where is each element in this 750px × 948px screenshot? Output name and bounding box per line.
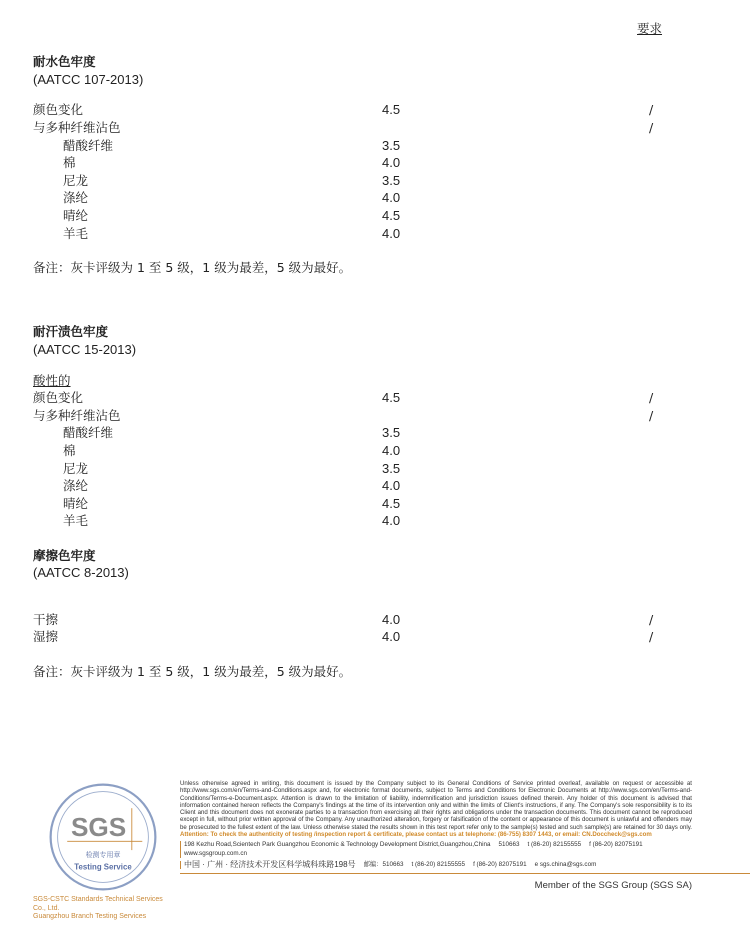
fiber-value: 4.0 (382, 155, 401, 170)
company-block (33, 896, 173, 922)
fax: f (86-20) 82075191 (473, 861, 527, 869)
row-requirement: / (649, 612, 654, 627)
fiber-value: 4.5 (382, 208, 401, 223)
footer-rule (180, 873, 750, 874)
section-title-perspiration: 耐汗渍色牢度 (33, 324, 109, 339)
row-value: 4.0 (382, 612, 401, 627)
fiber-label: 涤纶 (63, 478, 89, 493)
seal-logo: SGS (70, 812, 127, 843)
standard-rubbing: (AATCC 8-2013) (33, 565, 129, 580)
row-label: 与多种纤维沾色 (33, 120, 121, 135)
sgs-seal-stamp (48, 782, 158, 892)
company-branch-en: Guangzhou Branch Testing Services (33, 913, 147, 920)
legal-text: Unless otherwise agreed in writing, this document is issued by the Company subject to its General Conditions of Service printed overleaf, available on request or accessible at http://www.sgs.com/en/Terms-and-Conditions.aspx and, for electronic format documents, subject to Terms and Conditions for Electronic Documents at http://www.sgs.com/en/Terms-and-Conditions/Terms-e-Document.aspx. Attention is drawn to the limitation of liability, indemnification and jurisdiction issues defined therein. Any holder of this document is advised that information contained hereon reflects the Company's findings at the time of its intervention only and within the limits of Client's instructions, if any. The Company's sole responsibility is to its Client and this document does not exonerate parties to a transaction from exercising all their rights and obligations under the transaction documents. This document cannot be reproduced except in full, without prior written approval of the Company. Any unauthorized alteration, forgery or falsification of the content or appearance of this document is unlawful and offenders may be prosecuted to the fullest extent of the law. Unless otherwise stated the results shown in this test report refer only to the sample(s) tested and such sample(s) are retained for 30 days only. (180, 780, 692, 831)
note: 备注：灰卡评级为 1 至 5 级，1 级为最差，5 级为最好。 (33, 260, 352, 275)
row-label: 与多种纤维沾色 (33, 408, 121, 423)
legal-disclaimer (180, 780, 692, 838)
fiber-label: 晴纶 (63, 208, 89, 223)
row-requirement: / (649, 629, 654, 644)
fiber-label: 羊毛 (63, 513, 89, 528)
website: www.sgsgroup.com.cn (184, 850, 247, 858)
fiber-label: 晴纶 (63, 496, 89, 511)
row-label: 颜色变化 (33, 102, 84, 117)
member-statement: Member of the SGS Group (SGS SA) (534, 880, 692, 892)
footer (180, 780, 720, 891)
address-en: 198 Kezhu Road,Scientech Park Guangzhou Economic & Technology Development District,Guangzhou,China (184, 841, 491, 849)
fiber-label: 醋酸纤维 (63, 138, 114, 153)
fiber-label: 棉 (63, 443, 76, 458)
row-label: 颜色变化 (33, 390, 84, 405)
standard-water: (AATCC 107-2013) (33, 72, 144, 87)
section-title-rubbing: 摩擦色牢度 (33, 548, 96, 563)
subheading-acid: 酸性的 (33, 373, 71, 388)
fiber-label: 醋酸纤维 (63, 425, 114, 440)
fiber-value: 3.5 (382, 461, 401, 476)
fiber-label: 尼龙 (63, 173, 89, 188)
company-name-en: SGS-CSTC Standards Technical Services Co., Ltd. (33, 896, 163, 912)
telephone: t (86-20) 82155555 (527, 841, 582, 849)
row-value: 4.0 (382, 629, 401, 644)
fiber-value: 4.0 (382, 478, 401, 493)
standard-perspiration: (AATCC 15-2013) (33, 342, 137, 357)
postcode: 510663 (498, 841, 520, 849)
address-row-cn (180, 861, 692, 869)
fiber-label: 涤纶 (63, 190, 89, 205)
section-title-water: 耐水色牢度 (33, 54, 96, 69)
fiber-value: 3.5 (382, 138, 401, 153)
row-value: 4.5 (382, 390, 401, 405)
fiber-value: 3.5 (382, 425, 401, 440)
fiber-value: 4.0 (382, 226, 401, 241)
fiber-value: 4.0 (382, 513, 401, 528)
row-requirement: / (649, 390, 654, 405)
requirement-header: 要求 (637, 21, 663, 36)
fax: f (86-20) 82075191 (589, 841, 643, 849)
fiber-label: 棉 (63, 155, 76, 170)
fiber-value: 4.0 (382, 443, 401, 458)
note: 备注：灰卡评级为 1 至 5 级，1 级为最差，5 级为最好。 (33, 664, 352, 679)
attention-text: Attention: To check the authenticity of testing /inspection report & certificate, please contact us at telephone: (86-755) 8307 1443, or email: CN.Doccheck@sgs.com (180, 831, 652, 839)
seal-cn: 检测专用章 (85, 851, 121, 860)
email: e sgs.china@sgs.com (534, 861, 597, 869)
fiber-label: 尼龙 (63, 461, 89, 476)
fiber-value: 4.5 (382, 496, 401, 511)
address-cn: 中国 · 广州 · 经济技术开发区科学城科珠路198号 (184, 860, 356, 870)
telephone: t (86-20) 82155555 (411, 861, 466, 869)
row-requirement: / (649, 102, 654, 117)
row-value: 4.5 (382, 102, 401, 117)
fiber-label: 羊毛 (63, 226, 89, 241)
row-requirement: / (649, 408, 654, 423)
fiber-value: 4.0 (382, 190, 401, 205)
postcode: 邮编：510663 (363, 861, 404, 869)
row-label: 干擦 (33, 612, 59, 627)
seal-en: Testing Service (74, 862, 132, 872)
fiber-value: 3.5 (382, 173, 401, 188)
address-row-en (180, 841, 692, 858)
row-label: 湿擦 (33, 629, 59, 644)
row-requirement: / (649, 120, 654, 135)
